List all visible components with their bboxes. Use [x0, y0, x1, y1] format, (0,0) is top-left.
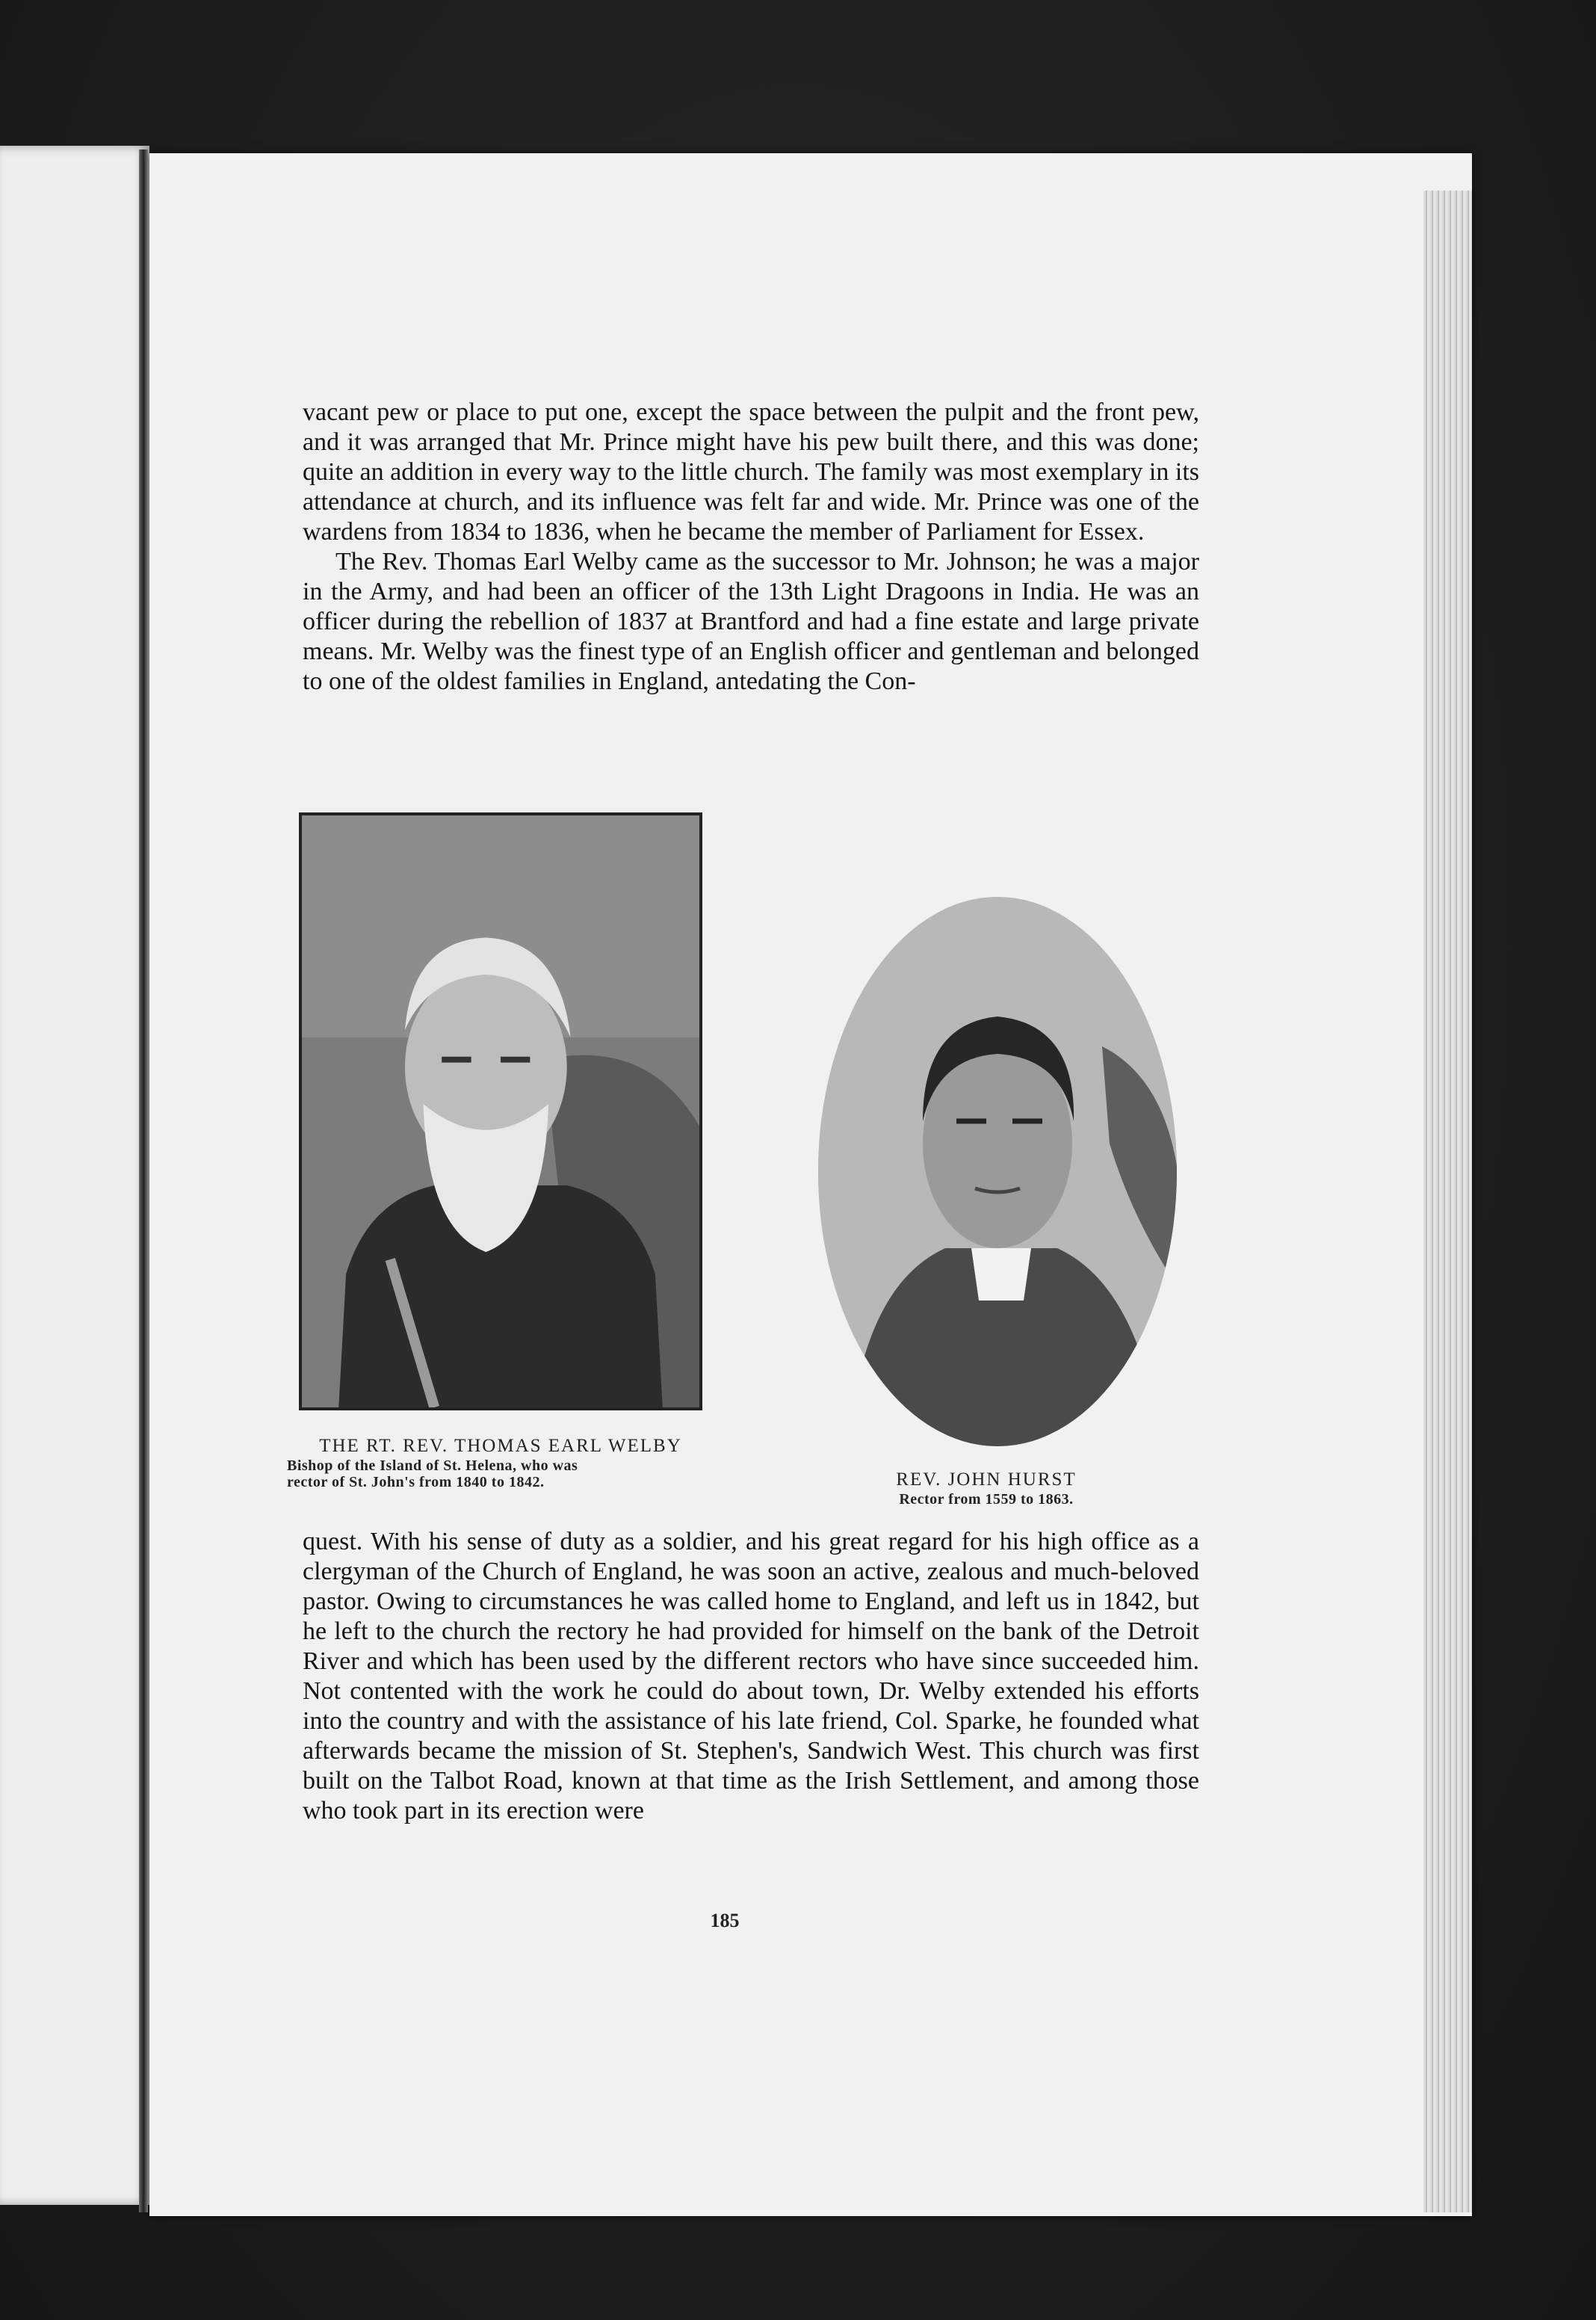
paragraph-quest: quest. With his sense of duty as a soldier, and his great regard for his high office as a clergyman of the Church of England, he was soon an active, zealous and much-beloved pastor. Owing to circumstances he was called home to England, and left us in 1842, but he left to the church the rectory he had provided for himself on the bank of the Detroit River and which has been used by the different rectors who have since succeeded him. Not contented with the work he could do about town, Dr. Welby extended his efforts into the country and with the assistance of his late friend, Col. Sparke, he founded what afterwards became the mission of St. Stephen's, Sandwich West. This church was first built on the Talbot Road, known at that time as the Irish Settlement, and among those who took part in its erection were	[303, 1528, 1199, 1824]
caption-welby-line1: Bishop of the Island of St. Helena, who was	[287, 1457, 578, 1474]
body-text-bottom	[303, 1527, 1199, 1826]
caption-welby-name: THE RT. REV. THOMAS EARL WELBY	[319, 1436, 682, 1456]
paragraph-prince: vacant pew or place to put one, except the space between the pulpit and the front pew, and it was arranged that Mr. Prince might have his pew built there, and this was done; quite an addition in every way to the little church. The family was most exemplary in its attendance at church, and its influence was felt far and wide. Mr. Prince was one of the wardens from 1834 to 1836, when he became the member of Parliament for Essex.	[303, 398, 1199, 546]
page-number: 185	[710, 1910, 740, 1931]
caption-welby	[284, 1435, 717, 1490]
caption-hurst-name: REV. JOHN HURST	[896, 1469, 1077, 1490]
page-edges	[1423, 191, 1472, 2212]
body-text-top	[303, 398, 1199, 697]
caption-hurst-line1: Rector from 1559 to 1863.	[899, 1491, 1074, 1508]
caption-welby-line2: rector of St. John's from 1840 to 1842.	[287, 1474, 545, 1490]
welby-portrait	[299, 812, 702, 1410]
hurst-portrait	[818, 897, 1177, 1446]
book-gutter	[139, 149, 148, 2212]
left-page	[0, 146, 149, 2205]
paragraph-welby: The Rev. Thomas Earl Welby came as the successor to Mr. Johnson; he was a major in the Army, and had been an officer of the 13th Light Dragoons in India. He was an officer during the rebellion of 1837 at Brantford and had a fine estate and large private means. Mr. Welby was the finest type of an English officer and gentleman and belonged to one of the oldest families in England, antedating the Con-	[303, 548, 1199, 695]
caption-hurst	[829, 1469, 1143, 1508]
